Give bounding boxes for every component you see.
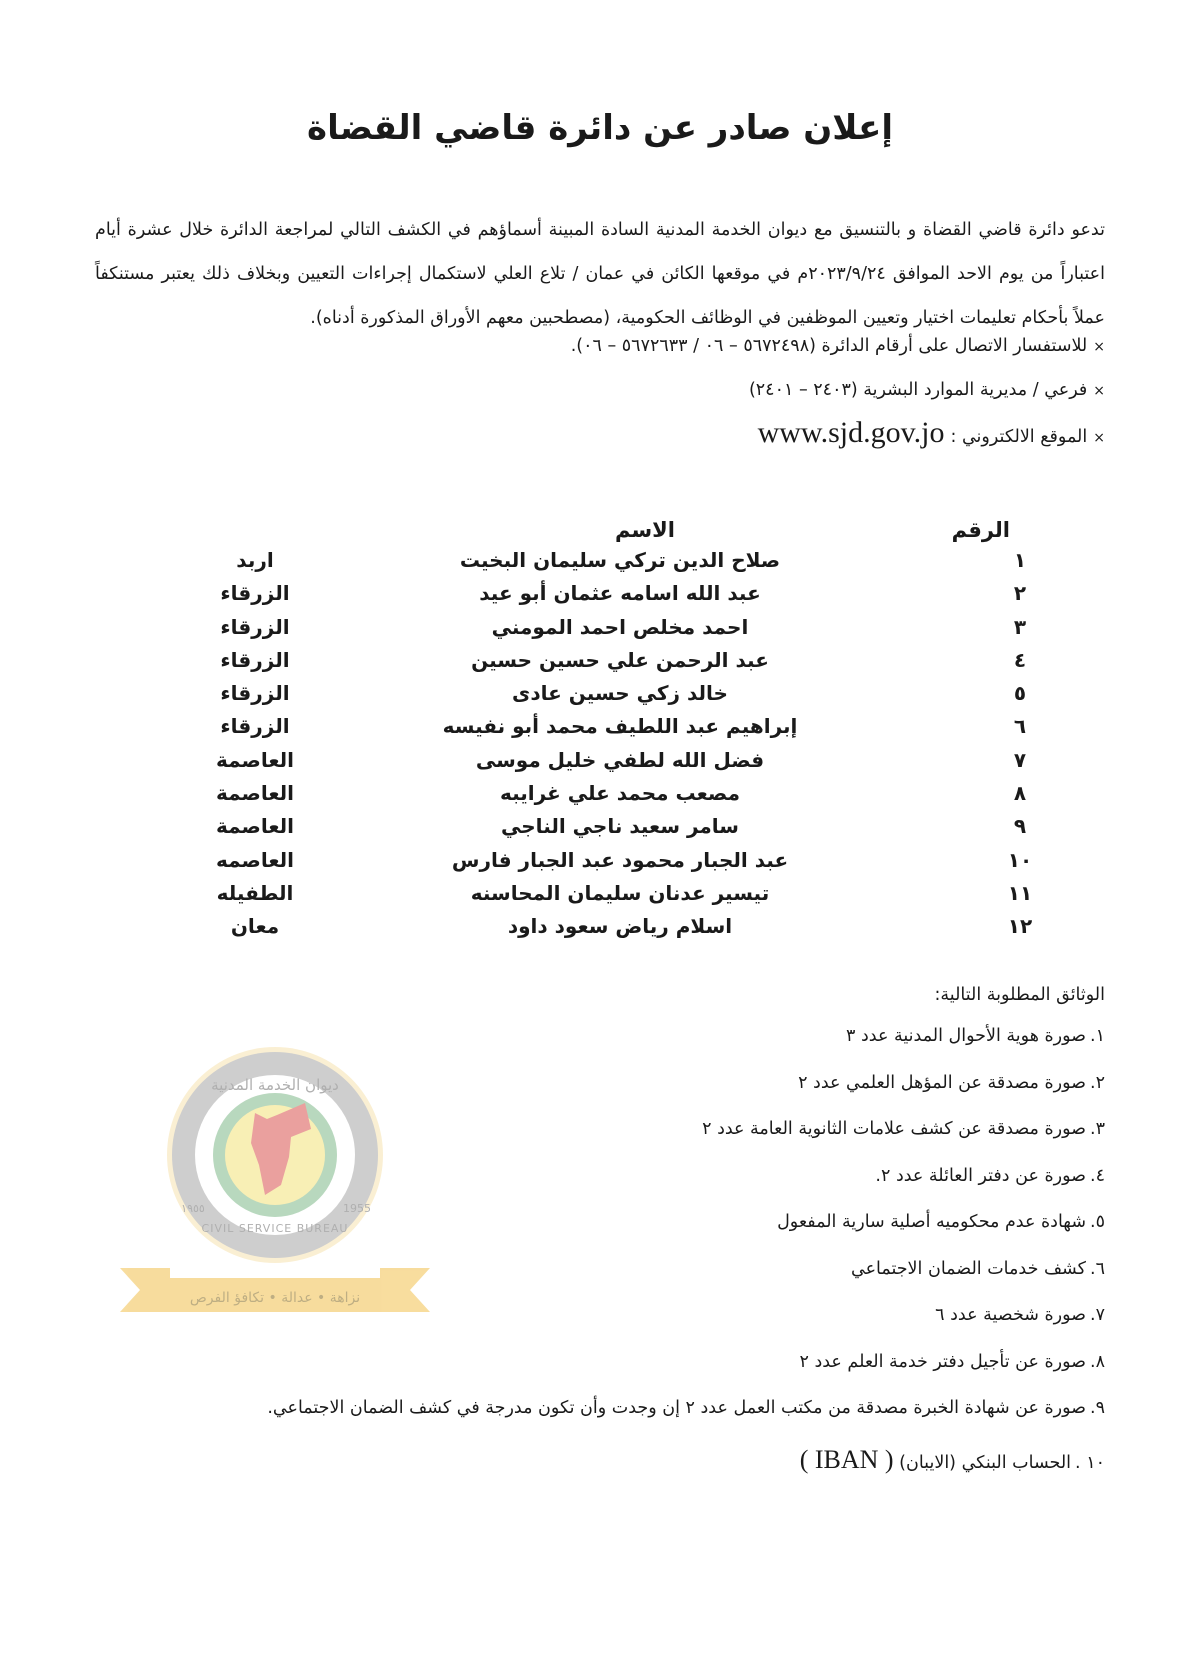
row-name: مصعب محمد علي غرايبه xyxy=(499,781,741,806)
document-text: صورة مصدقة عن المؤهل العلمي عدد ٢ xyxy=(798,1072,1087,1093)
row-number: ٣ xyxy=(1013,614,1027,639)
document-index: ٨. xyxy=(1090,1351,1105,1372)
table-row xyxy=(0,581,1200,614)
civil-service-bureau-seal xyxy=(110,1040,440,1330)
row-name: عبد الجبار محمود عبد الجبار فارس xyxy=(451,847,789,872)
document-text: صورة عن دفتر العائلة عدد ٢. xyxy=(875,1165,1087,1186)
iban-label: ( IBAN ) xyxy=(799,1444,894,1474)
document-text: صورة شخصية عدد ٦ xyxy=(935,1305,1087,1325)
table-row xyxy=(0,748,1200,781)
row-name: اسلام رياض سعود داود xyxy=(507,914,733,939)
document-text: صورة هوية الأحوال المدنية عدد ٣ xyxy=(846,1026,1087,1046)
table-row xyxy=(0,781,1200,814)
row-number: ١٠ xyxy=(1007,847,1033,872)
row-name: سامر سعيد ناجي الناجي xyxy=(501,814,739,839)
row-name: عبد الرحمن علي حسين حسين xyxy=(471,647,769,672)
seal-motto: نزاهة • عدالة • تكافؤ الفرص xyxy=(189,1290,361,1306)
candidates-table xyxy=(0,548,1200,948)
row-number: ٤ xyxy=(1013,647,1027,672)
row-number: ٥ xyxy=(1013,681,1027,706)
page-title: إعلان صادر عن دائرة قاضي القضاة xyxy=(307,108,893,148)
row-city: الزرقاء xyxy=(220,647,290,672)
bullet-icon: × xyxy=(1093,339,1105,355)
document-text: صورة عن تأجيل دفتر خدمة العلم عدد ٢ xyxy=(799,1351,1087,1372)
row-city: الطفيله xyxy=(216,880,294,905)
table-row xyxy=(0,681,1200,714)
table-row xyxy=(0,814,1200,847)
table-row xyxy=(0,648,1200,681)
row-name: احمد مخلص احمد المومني xyxy=(491,614,749,639)
row-name: عبد الله اسامه عثمان أبو عيد xyxy=(479,581,761,606)
row-city: العاصمة xyxy=(215,814,295,839)
website-link[interactable]: www.sjd.gov.jo xyxy=(757,416,945,449)
table-row xyxy=(0,615,1200,648)
row-number: ١ xyxy=(1013,548,1027,572)
column-header-number: الرقم xyxy=(951,518,1010,542)
row-name: خالد زكي حسين عادى xyxy=(512,681,728,706)
document-index: ٤. xyxy=(1090,1165,1105,1186)
document-index: ١٠ . xyxy=(1075,1452,1105,1473)
document-text: صورة عن شهادة الخبرة مصدقة من مكتب العمل عدد ٢ إن وجدت وأن تكون مدرجة في كشف الضمان الاجتماعي. xyxy=(267,1398,1087,1418)
extension-text: فرعي / مديرية الموارد البشرية (٢٤٠٣ – ٢٤٠١) xyxy=(748,380,1088,400)
document-text: شهادة عدم محكوميه أصلية سارية المفعول xyxy=(777,1212,1087,1232)
row-city: الزرقاء xyxy=(220,714,290,739)
row-name: صلاح الدين تركي سليمان البخيت xyxy=(459,548,781,572)
row-city: اربد xyxy=(236,548,274,572)
bullet-icon: × xyxy=(1093,383,1105,399)
row-number: ٨ xyxy=(1013,781,1027,806)
row-city: معان xyxy=(230,914,280,939)
table-row xyxy=(0,548,1200,581)
row-number: ٧ xyxy=(1013,747,1027,772)
contact-phones xyxy=(571,336,1105,356)
seal-year-ar: ١٩٥٥ xyxy=(181,1202,205,1215)
row-number: ٩ xyxy=(1013,814,1027,839)
document-item xyxy=(267,1352,1105,1399)
contact-extension xyxy=(749,380,1105,400)
row-number: ١١ xyxy=(1007,880,1033,905)
document-text: الحساب البنكي (الايبان) xyxy=(899,1452,1072,1473)
row-name: إبراهيم عبد اللطيف محمد أبو نفيسه xyxy=(442,714,798,739)
document-text: كشف خدمات الضمان الاجتماعي xyxy=(850,1258,1087,1279)
documents-title: الوثائق المطلوبة التالية: xyxy=(934,985,1105,1005)
document-item xyxy=(267,1398,1105,1445)
seal-english-ring: CIVIL SERVICE BUREAU xyxy=(201,1222,349,1235)
column-header-name: الاسم xyxy=(615,518,675,542)
row-city: العاصمة xyxy=(215,747,295,772)
document-index: ٦. xyxy=(1090,1258,1105,1279)
contact-website xyxy=(758,416,1105,450)
table-row xyxy=(0,714,1200,747)
seal-arabic-ring: ديوان الخدمة المدنية xyxy=(211,1076,339,1094)
row-name: فضل الله لطفي خليل موسى xyxy=(475,747,765,772)
document-index: ٩. xyxy=(1090,1398,1105,1418)
document-index: ٥. xyxy=(1090,1212,1105,1232)
table-row xyxy=(0,848,1200,881)
row-city: الزرقاء xyxy=(220,581,290,606)
document-index: ٣. xyxy=(1090,1119,1105,1139)
bullet-icon: × xyxy=(1093,430,1105,446)
intro-paragraph: تدعو دائرة قاضي القضاة و بالتنسيق مع ديوان الخدمة المدنية السادة المبينة أسماؤهم في الكشف التالي لمراجعة الدائرة خلال عشرة أيام اعتباراً من يوم الاحد الموافق ٢٠٢٣/٩/٢٤م في موقعها الكائن في عمان / تلاع العلي لاستكمال إجراءات التعيين وبخلاف ذلك يعتبر مستنكفاً عملاً بأحكام تعليمات اختيار وتعيين الموظفين في الوظائف الحكومية، (مصطحبين معهم الأوراق المذكورة أدناه). xyxy=(95,220,1105,328)
document-index: ٧. xyxy=(1090,1305,1105,1325)
seal-year-en: 1955 xyxy=(343,1202,371,1215)
row-city: الزرقاء xyxy=(220,614,290,639)
row-number: ٢ xyxy=(1013,581,1027,606)
row-number: ١٢ xyxy=(1007,914,1033,939)
table-row xyxy=(0,914,1200,947)
document-item xyxy=(267,1445,1105,1492)
document-index: ١. xyxy=(1090,1026,1105,1046)
phones-text: للاستفسار الاتصال على أرقام الدائرة (٥٦٧٢٤٩٨ – ٠٦ / ٥٦٧٢٦٣٣ – ٠٦). xyxy=(570,336,1088,356)
row-number: ٦ xyxy=(1013,714,1027,739)
website-label: الموقع الالكتروني : xyxy=(950,427,1088,447)
document-index: ٢. xyxy=(1090,1072,1105,1093)
table-row xyxy=(0,881,1200,914)
row-city: العاصمة xyxy=(215,781,295,806)
row-city: العاصمه xyxy=(215,847,295,872)
document-text: صورة مصدقة عن كشف علامات الثانوية العامة عدد ٢ xyxy=(702,1119,1087,1139)
row-name: تيسير عدنان سليمان المحاسنه xyxy=(470,880,770,905)
row-city: الزرقاء xyxy=(220,681,290,706)
